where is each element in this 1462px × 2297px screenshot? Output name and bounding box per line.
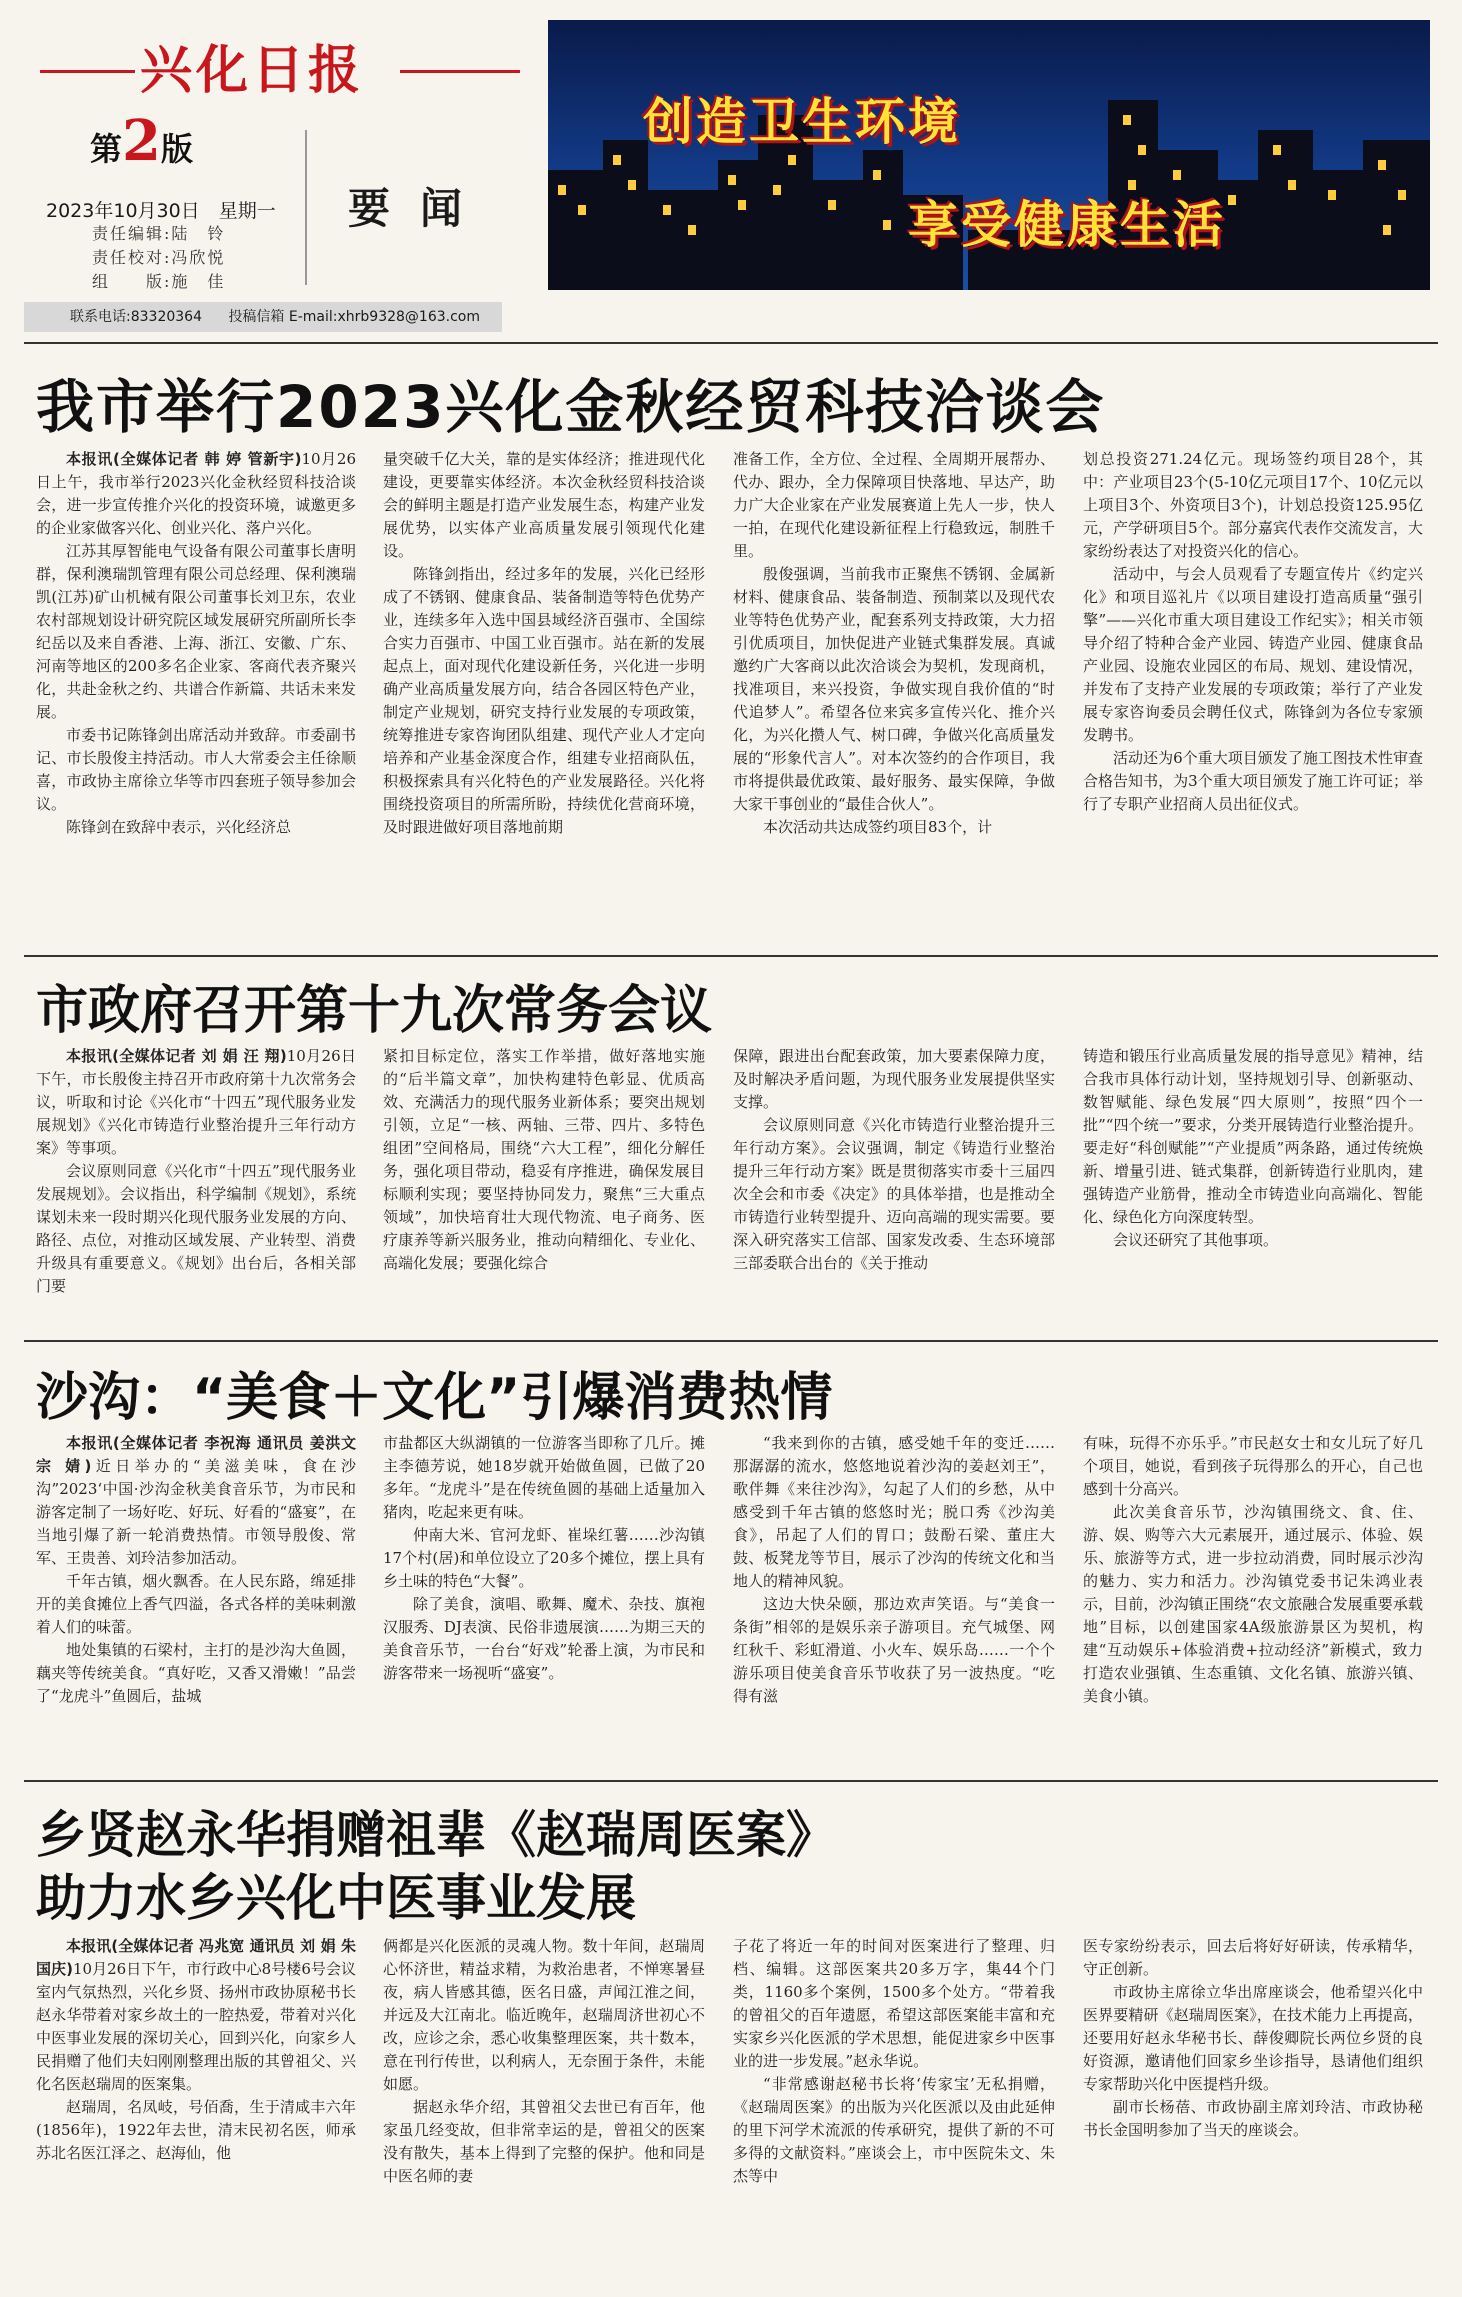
article4-column3 [733, 1935, 1055, 2280]
banner-slogan-line2: 享受健康生活 [908, 196, 1226, 254]
article1-paragraph: 殷俊强调，当前我市正聚焦不锈钢、金属新材料、健康食品、装备制造、预制菜以及现代农业等特色优势产业，配套系列支持政策，大力招引优质项目，加快促进产业链式集群发展。真诚邀约广大客商以此次洽谈会为契机，发现商机，找准项目，来兴投资，争做实现自我价值的“时代追梦人”。希望各位来宾多宣传兴化、推介兴化，为兴化攒人气、树口碑，争做兴化高质量发展的“形象代言人”。对本次签约的合作项目，我市将提供最优政策、最好服务、最实保障，争做大家干事创业的“最佳合伙人”。 [733, 565, 1055, 813]
staff-layout: 组 版:施 佳 [92, 272, 226, 291]
contact-bar [24, 302, 502, 332]
article2-paragraph: 铸造和锻压行业高质量发展的指导意见》精神，结合我市具体行动计划，坚持规划引导、创新驱动、数智赋能、绿色发展“四大原则”，按照“四个一批”“四个统一”要求，分类开展铸造行业整治提升。要走好“科创赋能”“产业提质”两条路，通过传统焕新、增量引进、链式集群，创新铸造行业肌肉，建强铸造产业筋骨，推动全市铸造业向高端化、智能化、绿色化方向深度转型。 [1083, 1047, 1423, 1226]
article1-paragraph: 10月26日上午，我市举行2023兴化金秋经贸科技洽谈会，进一步宣传推介兴化的投资环境，诚邀更多的企业家做客兴化、创业兴化、落户兴化。 [36, 450, 356, 537]
article4-paragraph: 医专家纷纷表示，回去后将好好研读，传承精华，守正创新。 [1083, 1937, 1423, 1978]
article4-paragraph: “非常感谢赵秘书长将‘传家宝’无私捐赠，《赵瑞周医案》的出版为兴化医派以及由此延伸的里下河学术流派的传承研究，提供了新的不可多得的文献资料。”座谈会上，市中医院朱文、朱杰等中 [733, 2075, 1055, 2185]
article4-paragraph: 市政协主席徐立华出席座谈会，他希望兴化中医界要精研《赵瑞周医案》，在技术能力上再提高，还要用好赵永华秘书长、薛俊卿院长两位乡贤的良好资源，邀请他们回家乡坐诊指导，恳请他们组织专家帮助兴化中医提档升级。 [1083, 1983, 1423, 2093]
article2-paragraph: 10月26日下午，市长殷俊主持召开市政府第十九次常务会议，听取和讨论《兴化市“十四五”现代服务业发展规划》《兴化市铸造行业整治提升三年行动方案》等事项。 [36, 1047, 356, 1157]
article4-paragraph: 子花了将近一年的时间对医案进行了整理、归档、编辑。这部医案共20多万字，集44个门类，1160多个案例，1500多个处方。“带着我的曾祖父的百年遗愿，希望这部医案能丰富和充实家乡兴化医派的学术思想，能促进家乡中医事业的进一步发展。”赵永华说。 [733, 1937, 1055, 2070]
article4-byline: 本报讯(全媒体记者 冯兆宽 通讯员 刘 娟 朱国庆) [36, 1937, 356, 1978]
article3-paragraph: 千年古镇，烟火飘香。在人民东路，绵延排开的美食摊位上香气四溢，各式各样的美味刺激着人们的味蕾。 [36, 1572, 356, 1636]
staff-list [92, 222, 225, 294]
article2-paragraph: 紧扣目标定位，落实工作举措，做好落地实施的“后半篇文章”，加快构建特色彰显、优质高效、充满活力的现代服务业新体系；要突出规划引领，立足“一核、两轴、三带、四片、多特色组团”空间格局，围绕“六大工程”，细化分解任务，强化项目带动，稳妥有序推进，确保发展目标顺利实现；要坚持协同发力，聚焦“三大重点领域”，加快培育壮大现代物流、电子商务、医疗康养等新兴服务业，推动向精细化、专业化、高端化发展；要强化综合 [383, 1047, 705, 1272]
article3-column3 [733, 1432, 1055, 1752]
health-campaign-banner [548, 20, 1430, 290]
article3-paragraph: 仲南大米、官河龙虾、崔垛红薯……沙沟镇17个村(居)和单位设立了20多个摊位，摆上具有乡土味的特色“大餐”。 [383, 1526, 705, 1590]
article4-headline-line2: 助力水乡兴化中医事业发展 [36, 1869, 636, 1927]
article2-column1 [36, 1045, 356, 1315]
section-divider [24, 1780, 1438, 1782]
article1-paragraph: 江苏其厚智能电气设备有限公司董事长唐明群，保利澳瑞凯管理有限公司总经理、保利澳瑞凯(江苏)矿山机械有限公司董事长刘卫东，农业农村部规划设计研究院区域发展研究所副所长李纪岳以及来自香港、上海、浙江、安徽、广东、河南等地区的200多名企业家、客商代表齐聚兴化，共赴金秋之约、共谱合作新篇、共话未来发展。 [36, 542, 356, 721]
article4-paragraph: 赵瑞周，名凤岐，号佰喬，生于清咸丰六年(1856年)，1922年去世，清末民初名医，师承苏北名医江泽之、赵海仙，他 [36, 2098, 356, 2162]
edition-prefix: 第 [90, 130, 123, 168]
staff-editor: 责任编辑:陆 铃 [92, 224, 226, 243]
article2-paragraph: 保障，跟进出台配套政策，加大要素保障力度，及时解决矛盾问题，为现代服务业发展提供坚实支撑。 [733, 1047, 1055, 1111]
article4-column1 [36, 1935, 356, 2280]
masthead-rule-left [40, 70, 135, 73]
article1-column1 [36, 448, 356, 918]
banner-slogan-line1: 创造卫生环境 [643, 93, 961, 151]
newspaper-logo: 兴化日报 [140, 40, 365, 101]
article3-paragraph: 此次美食音乐节，沙沟镇围绕文、食、住、游、娱、购等六大元素展开，通过展示、体验、娱乐、旅游等方式，进一步拉动消费，同时展示沙沟的魅力、实力和活力。沙沟镇党委书记朱鸿业表示，目前，沙沟镇正围绕“农文旅融合发展重要承载地”目标，以创建国家4A级旅游景区为契机，构建“互动娱乐+体验消费+拉动经济”新模式，致力打造农业强镇、生态重镇、文化名镇、旅游兴镇、美食小镇。 [1083, 1503, 1423, 1705]
article3-headline: 沙沟：“美食＋文化”引爆消费热情 [36, 1368, 833, 1428]
article3-paragraph: 地处集镇的石梁村，主打的是沙沟大鱼圆，藕夹等传统美食。“真好吃，又香又滑嫩！”品尝了“龙虎斗”鱼圆后，盐城 [36, 1641, 356, 1705]
edition-digit: 2 [122, 108, 161, 174]
section-divider [24, 1340, 1438, 1342]
article3-paragraph: 除了美食，演唱、歌舞、魔术、杂技、旗袍汉服秀、DJ表演、民俗非遗展演……为期三天的美食音乐节，一台台“好戏”轮番上演，为市民和游客带来一场视听“盛宴”。 [383, 1595, 705, 1682]
section-divider [24, 955, 1438, 957]
article1-column4 [1083, 448, 1423, 918]
article1-column3 [733, 448, 1055, 918]
article2-headline: 市政府召开第十九次常务会议 [36, 981, 713, 1041]
article1-paragraph: 划总投资271.24亿元。现场签约项目28个，其中：产业项目23个(5-10亿元项目17个、10亿元以上项目3个、外资项目3个)，计划总投资125.95亿元，产学研项目5个。部分嘉宾代表作交流发言，大家纷纷表达了对投资兴化的信心。 [1083, 450, 1423, 560]
article3-paragraph: 有味，玩得不亦乐乎。”市民赵女士和女儿玩了好几个项目，她说，看到孩子玩得那么的开心，自己也感到十分高兴。 [1083, 1434, 1423, 1498]
article4-paragraph: 俩都是兴化医派的灵魂人物。数十年间，赵瑞周心怀济世，精益求精，为救治患者，不惮寒暑昼夜，病人皆感其德，医名日盛，声闻江淮之间，并远及大江南北。临近晚年，赵瑞周济世初心不改，应诊之余，悉心收集整理医案，共十数本，意在刊行传世，以利病人，无奈囿于条件，未能如愿。 [383, 1937, 705, 2093]
contact-email: 投稿信箱 E-mail:xhrb9328@163.com [228, 309, 480, 325]
article4-headline: 乡贤赵永华捐赠祖辈《赵瑞周医案》 [36, 1806, 836, 1864]
article1-paragraph: 活动还为6个重大项目颁发了施工图技术性审查合格告知书，为3个重大项目颁发了施工许可证；举行了专职产业招商人员出征仪式。 [1083, 749, 1423, 813]
article3-byline: 本报讯(全媒体记者 李祝海 通讯员 姜洪文 宗 婧) [36, 1434, 356, 1475]
article3-paragraph: 近日举办的“美滋美味，食在沙沟”2023‘中国·沙沟金秋美食音乐节，为市民和游客定制了一场好吃、好玩、好看的“盛宴”，在当地引爆了新一轮消费热情。市领导殷俊、常军、王贵善、刘玲洁参加活动。 [36, 1457, 356, 1567]
article3-paragraph: 市盐都区大纵湖镇的一位游客当即称了几斤。摊主李德芳说，她18岁就开始做鱼圆，已做了20多年。“龙虎斗”是在传统鱼圆的基础上适量加入猪肉，吃起来更有味。 [383, 1434, 705, 1521]
article1-paragraph: 本次活动共达成签约项目83个，计 [763, 818, 993, 836]
masthead-divider [305, 130, 307, 285]
article2-paragraph: 会议还研究了其他事项。 [1113, 1231, 1279, 1249]
article1-byline: 本报讯(全媒体记者 韩 婷 管新宇) [66, 450, 302, 468]
article2-column4 [1083, 1045, 1423, 1315]
article1-paragraph: 市委书记陈锋剑出席活动并致辞。市委副书记、市长殷俊主持活动。市人大常委会主任徐顺喜，市政协主席徐立华等市四套班子领导参加会议。 [36, 726, 356, 813]
article2-paragraph: 会议原则同意《兴化市铸造行业整治提升三年行动方案》。会议强调，制定《铸造行业整治提升三年行动方案》既是贯彻落实市委十三届四次全会和市委《决定》的具体举措，也是推动全市铸造行业转型提升、迈向高端的现实需要。要深入研究落实工信部、国家发改委、生态环境部三部委联合出台的《关于推动 [733, 1116, 1055, 1272]
masthead-rule-right [400, 70, 520, 73]
article4-paragraph: 10月26日下午，市行政中心8号楼6号会议室内气氛热烈，兴化乡贤、扬州市政协原秘书长赵永华带着对家乡故土的一腔热爱，带着对兴化中医事业发展的深切关心，回到兴化，向家乡人民捐赠了他们夫妇刚刚整理出版的其曾祖父、兴化名医赵瑞周的医案集。 [36, 1960, 356, 2093]
article1-paragraph: 量突破千亿大关，靠的是实体经济；推进现代化建设，更要靠实体经济。本次金秋经贸科技洽谈会的鲜明主题是打造产业发展生态，构建产业发展优势，以实体产业高质量发展引领现代化建设。 [383, 450, 705, 560]
article2-column2 [383, 1045, 705, 1315]
article4-paragraph: 副市长杨蓓、市政协副主席刘玲洁、市政协秘书长金国明参加了当天的座谈会。 [1083, 2098, 1423, 2139]
article1-paragraph: 陈锋剑指出，经过多年的发展，兴化已经形成了不锈钢、健康食品、装备制造等特色优势产业，连续多年入选中国县域经济百强市、全国综合实力百强市、中国工业百强市。站在新的发展起点上，面对现代化建设新任务，兴化进一步明确产业高质量发展方向，结合各园区特色产业，制定产业规划，研究支持行业发展的专项政策，统筹推进专家咨询团队组建、现代产业人才定向培养和产业基金深度合作，组建专业招商队伍，积极探索具有兴化特色的产业发展路径。兴化将围绕投资项目的所需所盼，持续优化营商环境，及时跟进做好项目落地前期 [383, 565, 705, 836]
article4-column4 [1083, 1935, 1423, 2280]
article3-paragraph: “我来到你的古镇，感受她千年的变迁……那潺潺的流水，悠悠地说着沙沟的姜赵刘王”，歌伴舞《来往沙沟》，勾起了人们的乡愁，从中感受到千年古镇的悠悠时光；脱口秀《沙沟美食》，吊起了人们的胃口；鼓酚石梁、董庄大鼓、板凳龙等节目，展示了沙沟的传统文化和当地人的精神风貌。 [733, 1434, 1055, 1590]
article1-paragraph: 活动中，与会人员观看了专题宣传片《约定兴化》和项目巡礼片《以项目建设打造高质量“强引擎”——兴化市重大项目建设工作纪实》；相关市领导介绍了特种合金产业园、铸造产业园、健康食品产业园、设施农业园区的布局、规划、建设情况，并发布了支持产业发展的专项政策；举行了产业发展专家咨询委员会聘任仪式，陈锋剑为各位专家颁发聘书。 [1083, 565, 1423, 744]
edition-number [90, 108, 193, 174]
article1-column2 [383, 448, 705, 918]
issue-date: 2023年10月30日 星期一 [46, 200, 276, 222]
article2-column3 [733, 1045, 1055, 1315]
article3-paragraph: 这边大快朵颐，那边欢声笑语。与“美食一条街”相邻的是娱乐亲子游项目。充气城堡、网红秋千、彩虹滑道、小火车、娱乐岛……一个个游乐项目使美食音乐节收获了另一波热度。“吃得有滋 [733, 1595, 1055, 1705]
article1-paragraph: 陈锋剑在致辞中表示，兴化经济总 [66, 818, 292, 836]
edition-suffix: 版 [160, 130, 193, 168]
article2-paragraph: 会议原则同意《兴化市“十四五”现代服务业发展规划》。会议指出，科学编制《规划》，系统谋划未来一段时期兴化现代服务业发展的方向、路径、点位，对推动区域发展、产业转型、消费升级具有重要意义。《规划》出台后，各相关部门要 [36, 1162, 356, 1295]
article3-column1 [36, 1432, 356, 1752]
contact-phone: 联系电话:83320364 [70, 309, 202, 325]
article2-byline: 本报讯(全媒体记者 刘 娟 汪 翔) [66, 1047, 287, 1065]
section-name: 要闻 [348, 184, 493, 233]
article4-paragraph: 据赵永华介绍，其曾祖父去世已有百年，他家虽几经变故，但非常幸运的是，曾祖父的医案没有散失，基本上得到了完整的保护。他和同是中医名师的妻 [383, 2098, 705, 2185]
article3-column2 [383, 1432, 705, 1752]
section-divider [24, 342, 1438, 344]
article4-column2 [383, 1935, 705, 2280]
article1-headline: 我市举行2023兴化金秋经贸科技洽谈会 [36, 373, 1106, 441]
staff-proofreader: 责任校对:冯欣悦 [92, 248, 226, 267]
article1-paragraph: 准备工作，全方位、全过程、全周期开展帮办、代办、跟办，全力保障项目快落地、早达产，助力广大企业家在产业发展赛道上先人一步，快人一拍，在现代化建设新征程上行稳致远，制胜千里。 [733, 450, 1055, 560]
article3-column4 [1083, 1432, 1423, 1752]
